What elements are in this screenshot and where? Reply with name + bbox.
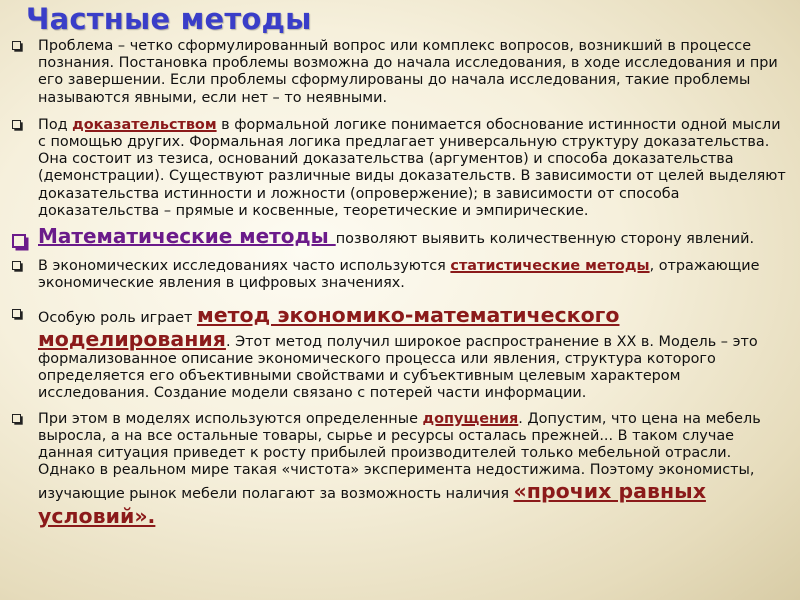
square-bullet-icon — [12, 414, 21, 423]
list-item-stat-methods — [12, 258, 787, 292]
bullet-text-post: . Этот метод получил широкое распространение в ХХ в. Модель – это формализованное описание экономического процесса или явления, структура которого определяется его объективными свойствами и субъективным целевым характером исследования. Создание модели связано с потерей части информации. — [38, 333, 758, 402]
term-math-methods: Математические методы — [38, 224, 336, 249]
term-assumptions: допущения — [422, 410, 519, 427]
bullet-text-post: , отражающие экономические явления в цифровых значениях. — [38, 258, 760, 292]
list-item-modeling — [12, 303, 787, 403]
bullet-list — [12, 38, 787, 528]
term-stat-methods: статистические методы — [450, 258, 650, 275]
bullet-text-post: позволяют выявить количественную сторону явлений. — [335, 231, 755, 248]
list-item-math-methods — [12, 224, 787, 249]
bullet-text-post: в формальной логике понимается обоснование истинности одной мысли с помощью других. Формальная логика предлагает универсальную структуру доказательства. Она состоит из тезиса, оснований доказательства (аргументов) и способа доказательства (демонстрации). Существуют различные виды доказательств. В зависимости от целей выделяют доказательства истинности и ложности (опровержение); в зависимости от способа доказательства – прямые и косвенные, теоретические и эмпирические. — [38, 116, 786, 219]
term-proof: доказательством — [72, 116, 217, 133]
list-item-problem — [12, 38, 787, 107]
term-ceteris-paribus: «прочих равных условий». — [38, 479, 706, 528]
list-item-proof — [12, 117, 787, 220]
bullet-text: Проблема – четко сформулированный вопрос или комплекс вопросов, возникший в процессе познания. Постановка проблемы возможна до начала исследования, в ходе исследования и при его завершении. Если проблемы сформулированы до начала исследования, такие проблемы называются явными, если нет – то неявными. — [38, 38, 778, 106]
term-modeling: метод экономико-математического моделирования — [38, 302, 620, 351]
bullet-text-post: . Допустим, что цена на мебель выросла, а на все остальные товары, сырье и ресурсы осталась прежней... В таком случае данная ситуация приведет к росту прибылей производителей только мебельной отрасли. Однако в реальном мире такая «чистота» эксперимента недостижима. Поэтому экономисты, изучающие рынок мебели полагают за возможность наличия — [38, 410, 761, 503]
square-bullet-icon — [12, 41, 21, 50]
bullet-text-pre: Под — [38, 116, 73, 133]
square-bullet-icon — [12, 234, 26, 248]
slide-title: Частные методы — [26, 2, 312, 36]
bullet-text-pre: Особую роль играет — [38, 309, 197, 326]
square-bullet-icon — [12, 309, 21, 318]
square-bullet-icon — [12, 261, 21, 270]
bullet-text-pre: При этом в моделях используются определенные — [38, 410, 423, 427]
list-item-assumptions — [12, 411, 787, 528]
bullet-text-pre: В экономических исследованиях часто используются — [38, 258, 451, 275]
square-bullet-icon — [12, 120, 21, 129]
